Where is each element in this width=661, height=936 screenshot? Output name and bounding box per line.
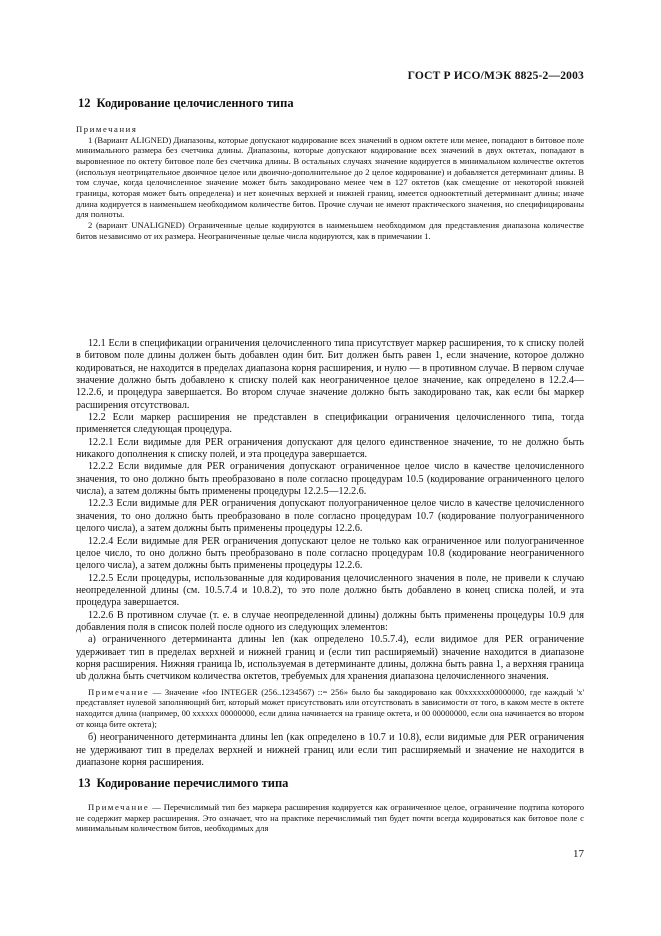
section-12-body bbox=[76, 338, 584, 769]
section-13-note-paragraph bbox=[76, 802, 584, 834]
paragraph-12-2-2: 12.2.2 Если видимые для PER ограничения допускают ограниченное целое число в качестве целочисленного значения, то оно должно быть преобразовано в поле согласно процедурам 10.5 (кодирование ограниченного целого числа), а затем должны быть применены процедуры 12.2.5—12.2.6. bbox=[76, 461, 584, 498]
section-12-number: 12 bbox=[78, 96, 91, 110]
inline-note-text: — Значение «foo INTEGER (256..1234567) ::= 256» было бы закодировано как 00xxxxxx00000000, где каждый 'x' представляет нулевой заполняющий бит, который может присутствовать или отсутствовать в зависимости от того, в каком месте в октете находится длина (например, 00 xxxxxx 00000000, если длина начинается на границе октета, и 00 00000000, если она начинается во втором от конца бите октета); bbox=[76, 686, 584, 729]
section-13-note bbox=[76, 802, 584, 834]
paragraph-12-2-6: 12.2.6 В противном случае (т. е. в случае неопределенной длины) должны быть применены процедуры 10.9 для добавления поля в список полей после одного из следующих элементов: bbox=[76, 609, 584, 633]
notes-label: Примечания bbox=[76, 124, 138, 134]
inline-note bbox=[76, 687, 584, 730]
paragraph-12-2-1: 12.2.1 Если видимые для PER ограничения допускают для целого единственное значение, то не должно быть никакого дополнения к списку полей, и эта процедура завершается. bbox=[76, 436, 584, 461]
section-13-heading bbox=[78, 776, 288, 791]
section-12-title: Кодирование целочисленного типа bbox=[96, 96, 294, 110]
standard-header: ГОСТ Р ИСО/МЭК 8825-2—2003 bbox=[407, 70, 584, 82]
paragraph-12-2: 12.2 Если маркер расширения не представлен в спецификации ограничения целочисленного типа, тогда применяется следующая процедура. bbox=[76, 412, 584, 436]
section-13-title: Кодирование перечислимого типа bbox=[96, 776, 289, 790]
section-12-heading bbox=[78, 96, 294, 111]
item-a: а) ограниченного детерминанта длины len (как определено 10.5.7.4), если видимое для PER ограничение удерживает тип в пределах верхней и нижней границ и (если тип расширяемый) значение находится в диапазоне корня расширения. Нижняя граница lb, используемая в детерминанте длины, должна быть равна 1, а верхняя граница ub должна быть счетчиком количества октетов, требуемых для хранения диапазона целочисленного значения. bbox=[76, 634, 584, 683]
item-b: б) неограниченного детерминанта длины len (как определено в 10.7 и 10.8), если видимые для PER ограничения не удерживают тип в пределах верхней и нижней границ или если тип расширяемый и значение не находится в диапазоне корня расширения. bbox=[76, 732, 584, 768]
section-12-notes bbox=[76, 124, 584, 241]
page-number: 17 bbox=[573, 848, 584, 860]
section-13-note-label: Примечание bbox=[88, 802, 150, 812]
note-2: 2 (вариант UNALIGNED) Ограниченные целые кодируются в наименьшем необходимом для представления диапазона количестве битов независимо от их размера. Неограниченные целые числа кодируются, как в примечании 1. bbox=[76, 219, 584, 241]
section-13-note-text: — Перечислимый тип без маркера расширения кодируется как ограниченное целое, ограничение подтипа которого не содержит маркер расширения. Это означает, что на практике перечислимый тип будет почти всегда кодироваться как битовое поле с минимальным количеством битов, необходимых для bbox=[76, 802, 584, 834]
paragraph-12-1: 12.1 Если в спецификации ограничения целочисленного типа присутствует маркер расширения, то к списку полей в битовом поле длины должен быть добавлен один бит. Бит должен быть равен 1, если значение, которое должно кодироваться, не находится в пределах диапазона корня расширения, и нулю — в противном случае. В первом случае значение должно быть добавлено к списку полей как неограниченное целое значение, как определено в 12.2.4—12.2.6, и процедура завершается. Во втором случае значение должно быть закодировано так, как если бы маркер расширения отсутствовал. bbox=[76, 338, 584, 411]
inline-note-label: Примечание bbox=[88, 686, 150, 697]
paragraph-12-2-5: 12.2.5 Если процедуры, использованные для кодирования целочисленного значения в поле, не привели к случаю неопределенной длины (см. 10.5.7.4 и 10.8.2), то это поле должно быть добавлено в конец списка полей, и эта процедура завершается. bbox=[76, 572, 584, 609]
paragraph-12-2-4: 12.2.4 Если видимые для PER ограничения допускают целое не только как ограниченное или полуограниченное целое число, то оно должно быть преобразовано в поле согласно процедурам 10.8 (кодирование неограниченного целого числа), а затем должны быть применены процедуры 12.2.6. bbox=[76, 535, 584, 572]
paragraph-12-2-3: 12.2.3 Если видимые для PER ограничения допускают полуограниченное целое число в качестве целочисленного значения, то оно должно быть преобразовано в поле согласно процедурам 10.7 (кодирование полуограниченного целого числа), а затем должны быть применены процедуры 12.2.6. bbox=[76, 498, 584, 535]
section-13-number: 13 bbox=[78, 776, 91, 790]
note-1: 1 (Вариант ALIGNED) Диапазоны, которые допускают кодирование всех значений в одном октете или менее, попадают в битовое поле минимального размера без счетчика длины. Диапазоны, которые допускают кодирование всех значений в двух октетах, попадают в выровненное по октету битовое поле без счетчика длины. В остальных случаях значение кодируется в минимальном количестве октетов (используя неотрицательное двоичное целое или двоично-дополнительное до 2 целое кодирование) и добавляется детерминант длины. В том случае, когда целочисленное значение может быть закодировано менее чем в 127 октетов (как смещение от некоторой нижней границы, которая может быть определена) и нет конечных верхней и нижней границ, имеется однооктетный детерминант длины; иначе длина кодируется в наименьшем необходимом количестве битов. Прочие случаи не имеют практического значения, но специфицированы для полноты. bbox=[76, 134, 584, 220]
